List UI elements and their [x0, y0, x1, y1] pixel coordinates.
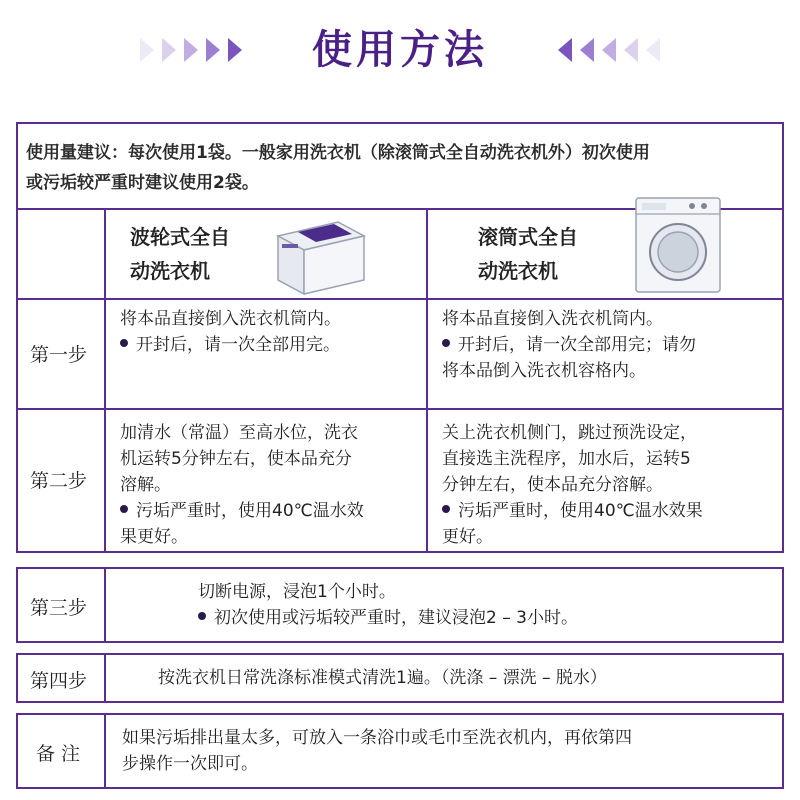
step-4-label: 第四步 — [30, 670, 88, 692]
bullet-icon — [120, 505, 128, 513]
step-3-row — [16, 567, 784, 643]
step-3-text: 切断电源，浸泡1个小时。 初次使用或污垢较严重时，建议浸泡2 – 3小时。 — [198, 582, 578, 628]
intro-line-2: 或污垢较严重时建议使用2袋。 — [26, 173, 259, 193]
step-3-label: 第三步 — [30, 597, 88, 619]
bullet-icon — [442, 505, 450, 513]
bullet-icon — [442, 339, 450, 347]
column-header-top-loader: 波轮式全自 动洗衣机 — [130, 225, 230, 283]
chevron-right-decoration-icon — [140, 38, 260, 62]
column-header-front-loader: 滚筒式全自 动洗衣机 — [478, 225, 578, 283]
steps-table — [16, 208, 784, 553]
step-2-front-loader: 关上洗衣机侧门，跳过预洗设定， 直接选主洗程序，加水后，运转5 分钟左右，使本品充分溶解。 污垢严重时，使用40℃温水效果 更好。 — [442, 423, 703, 547]
note-label: 备 注 — [36, 743, 81, 765]
step-1-label: 第一步 — [30, 344, 88, 366]
chevron-left-decoration-icon — [540, 38, 660, 62]
step-4-text: 按洗衣机日常洗涤标准模式清洗1遍。（洗涤 – 漂洗 – 脱水） — [158, 668, 607, 688]
intro-line-1: 使用量建议：每次使用1袋。一般家用洗衣机（除滚筒式全自动洗衣机外）初次使用 — [26, 143, 650, 163]
step-4-row — [16, 653, 784, 703]
note-row — [16, 713, 784, 789]
step-2-label: 第二步 — [30, 470, 88, 492]
front-load-washer-icon — [630, 196, 726, 296]
top-load-washer-icon — [268, 214, 368, 296]
step-2-top-loader: 加清水（常温）至高水位，洗衣 机运转5分钟左右，使本品充分 溶解。 污垢严重时，使用40℃温水效 果更好。 — [120, 423, 364, 547]
step-1-top-loader: 将本品直接倒入洗衣机筒内。 开封后，请一次全部用完。 — [120, 309, 341, 355]
bullet-icon — [198, 612, 206, 620]
step-1-front-loader: 将本品直接倒入洗衣机筒内。 开封后，请一次全部用完；请勿 将本品倒入洗衣机容格内。 — [442, 309, 696, 381]
note-text: 如果污垢排出量太多，可放入一条浴巾或毛巾至洗衣机内，再依第四 步操作一次即可。 — [122, 728, 632, 774]
bullet-icon — [120, 339, 128, 347]
page-title: 使用方法 — [312, 27, 488, 73]
